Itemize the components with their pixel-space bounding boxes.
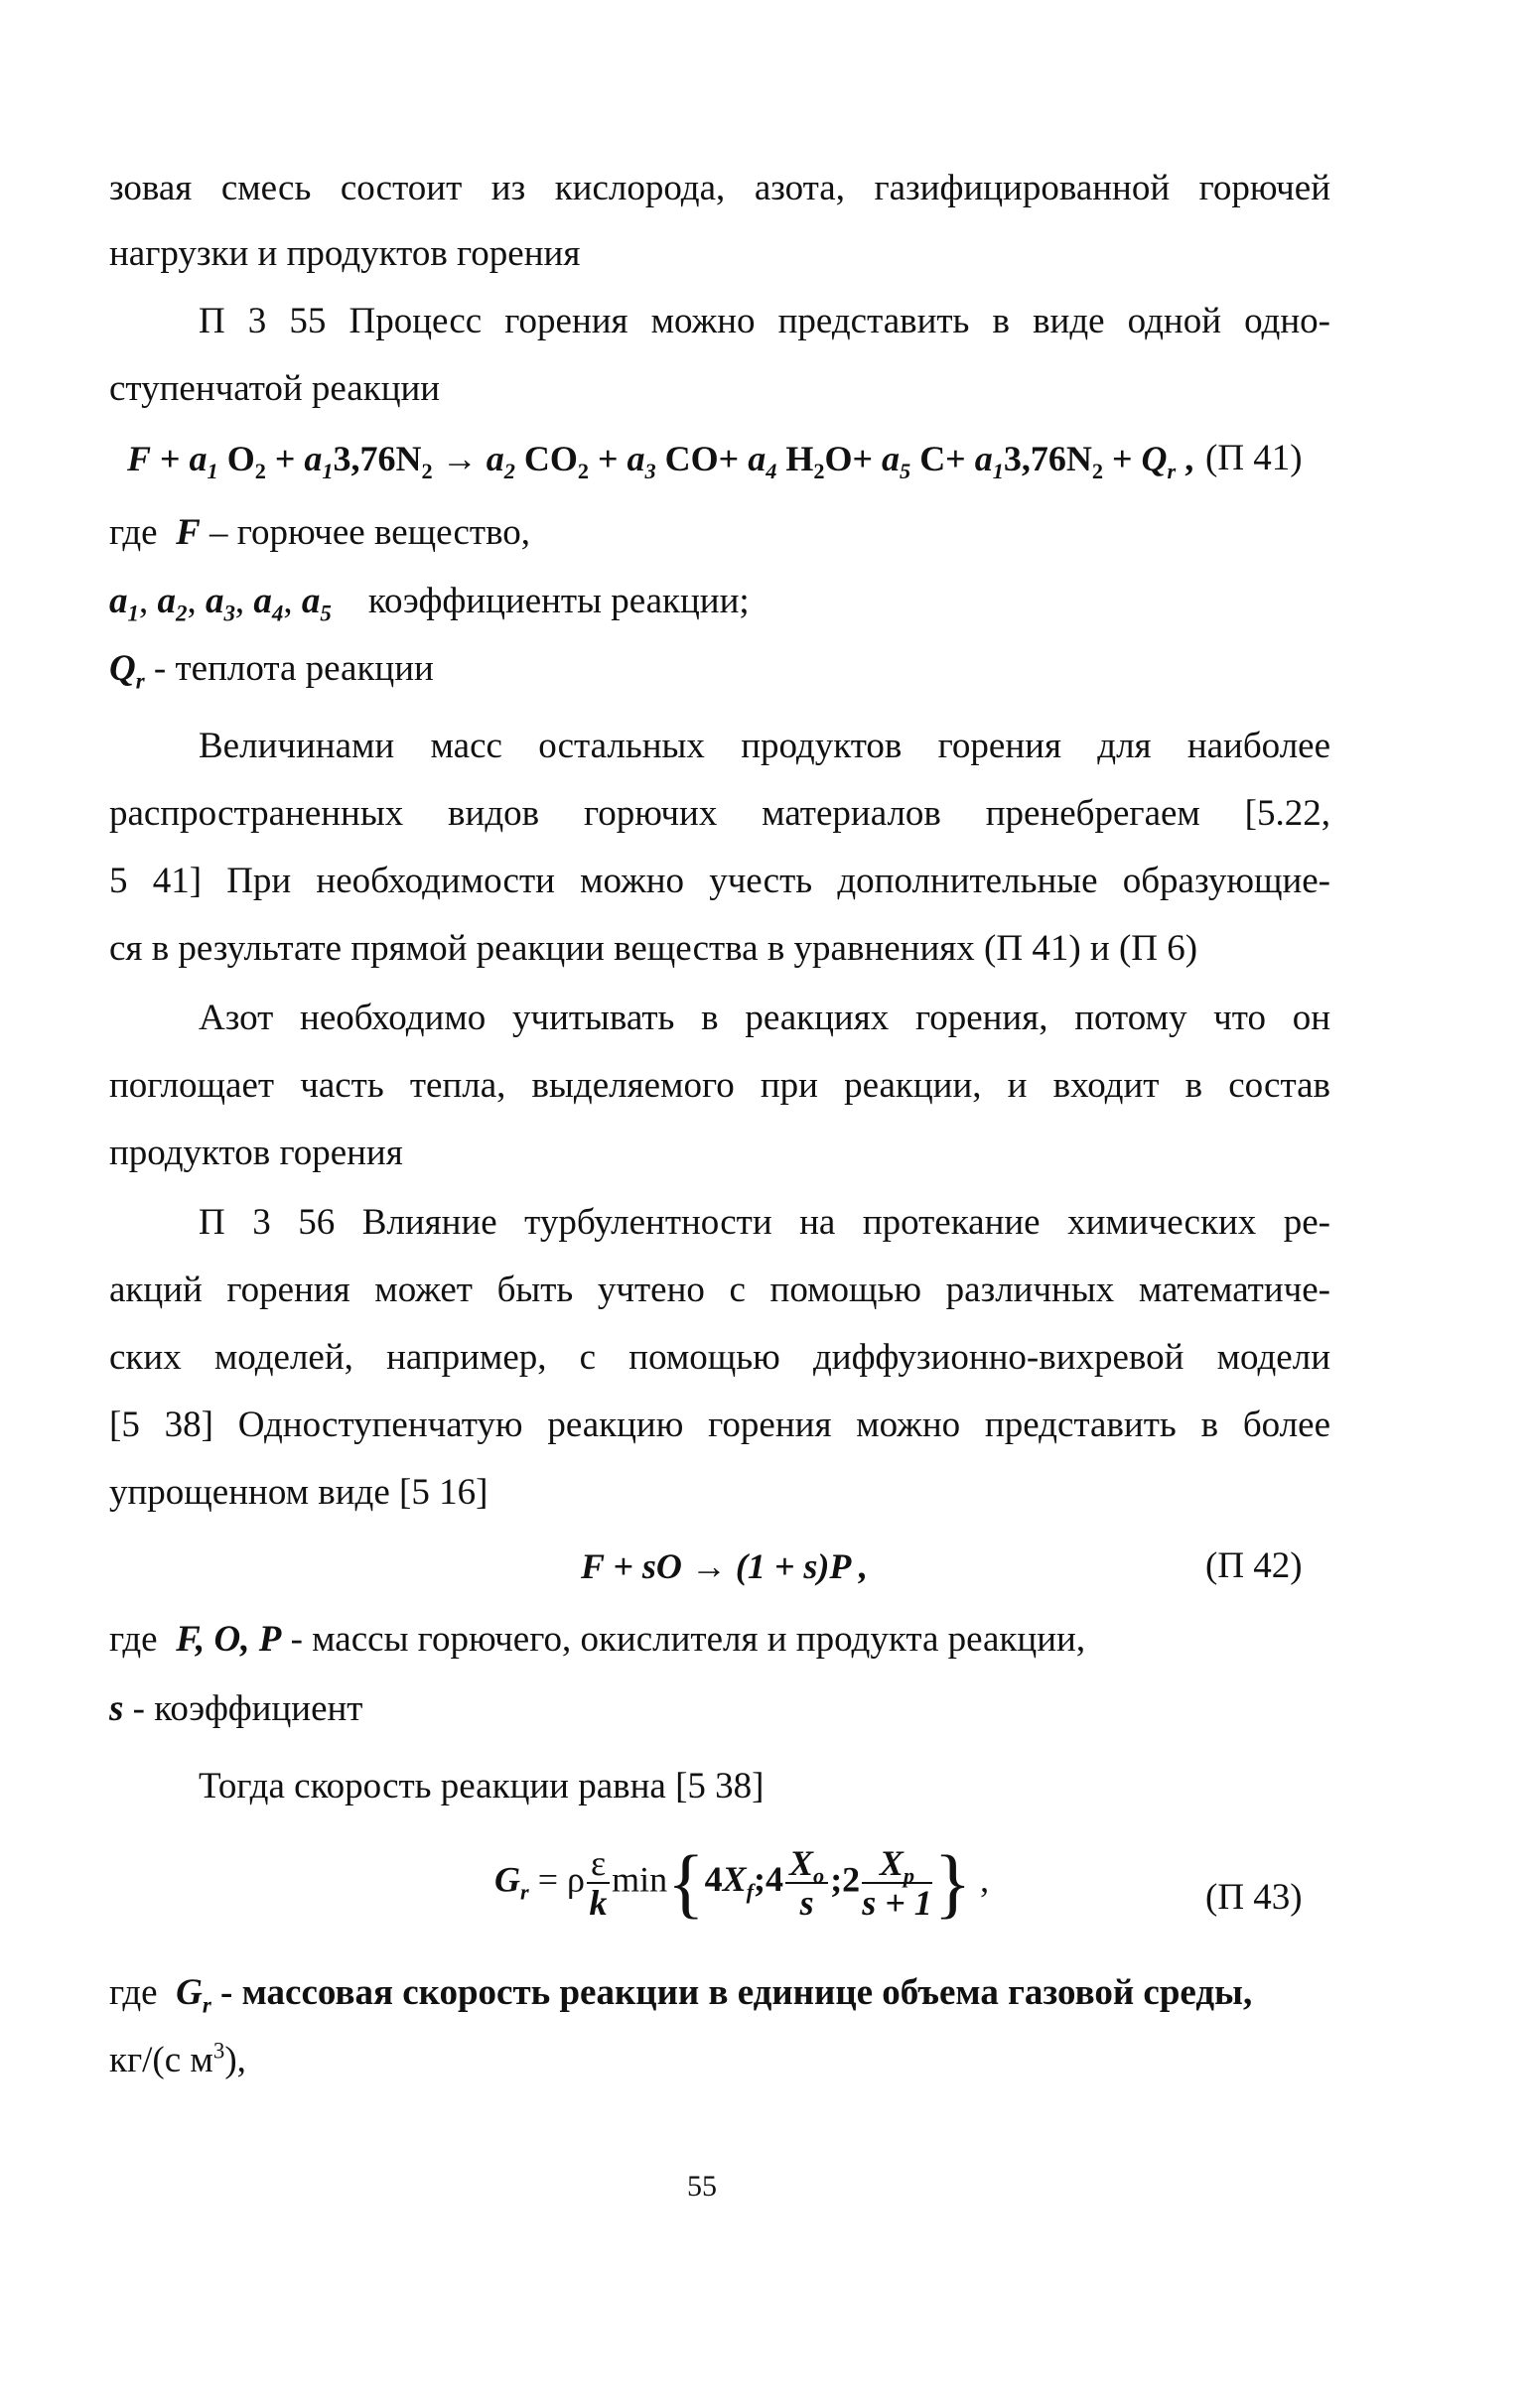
- definition-gr: где $G_r$ - массовая скорость реакции в единице объема газовой среды,: [109, 1972, 1253, 2018]
- text-line: продуктов горения: [109, 1133, 403, 1173]
- definition-qr: $Q_r$ - теплота реакции: [109, 648, 434, 694]
- equation-43: $G_r = \rho$ $\frac{\varepsilon}{k}$ $\min\{4X_f;4$ $\frac{X_o}{s}$ ;2 $\frac{X_p}{s + 1}$ } ,: [494, 1839, 990, 1926]
- text-line: нагрузки и продуктов горения: [109, 233, 581, 274]
- text-line: [5 38] Одноступенчатую реакцию горения можно представить в более: [109, 1405, 1330, 1445]
- text-line: поглощает часть тепла, выделяемого при реакции, и входит в состав: [109, 1065, 1330, 1106]
- definition-fop: где F, O, P - массы горючего, окислителя и продукта реакции,: [109, 1619, 1086, 1660]
- text-line: ся в результате прямой реакции вещества в уравнениях (П 41) и (П 6): [109, 928, 1198, 969]
- definition-s: s - коэффициент: [109, 1688, 363, 1729]
- text-line: ских моделей, например, с помощью диффузионно-вихревой модели: [109, 1337, 1330, 1378]
- text-line: упрощенном виде [5 16]: [109, 1472, 488, 1513]
- text-line: П 3 55 Процесс горения можно представить в виде одной одно-: [199, 301, 1330, 341]
- equation-number-42: (П 42): [1205, 1545, 1303, 1586]
- text-line: акций горения может быть учтено с помощью различных математиче-: [109, 1270, 1330, 1310]
- text-line: Тогда скорость реакции равна [5 38]: [199, 1766, 765, 1806]
- text-line: 5 41] При необходимости можно учесть дополнительные образующие-: [109, 861, 1330, 901]
- page-number: 55: [687, 2170, 717, 2203]
- text-line: Азот необходимо учитывать в реакциях горения, потому что он: [199, 998, 1330, 1038]
- unit-line: кг/(с $м^3$),: [109, 2038, 246, 2080]
- text-line: Величинами масс остальных продуктов горения для наиболее: [199, 726, 1330, 766]
- equation-number-43: (П 43): [1205, 1877, 1303, 1918]
- definition-f: где F – горючее вещество,: [109, 512, 531, 553]
- equation-number-41: (П 41): [1205, 438, 1303, 478]
- equation-41: $F + a_1$ $O_2 + a_13,76N_2 \to a_2$ $CO_2 + a_3$ $CO+ a_4$ $H_2O+ a_5$ $C+ a_13,76N_2 + Q_r$ ,: [127, 439, 1194, 484]
- equation-42: F + sO → (1 + s)P ,: [581, 1546, 869, 1586]
- text-line: П 3 56 Влияние турбулентности на протекание химических ре-: [199, 1202, 1330, 1243]
- text-line: распространенных видов горючих материалов пренебрегаем [5.22,: [109, 793, 1330, 834]
- text-line: зовая смесь состоит из кислорода, азота, газифицированной горючей: [109, 168, 1330, 208]
- definition-coefficients: $a_1$, $a_2$, $a_3$, $a_4$, $a_5$ коэффициенты реакции;: [109, 581, 750, 626]
- text-line: ступенчатой реакции: [109, 368, 441, 409]
